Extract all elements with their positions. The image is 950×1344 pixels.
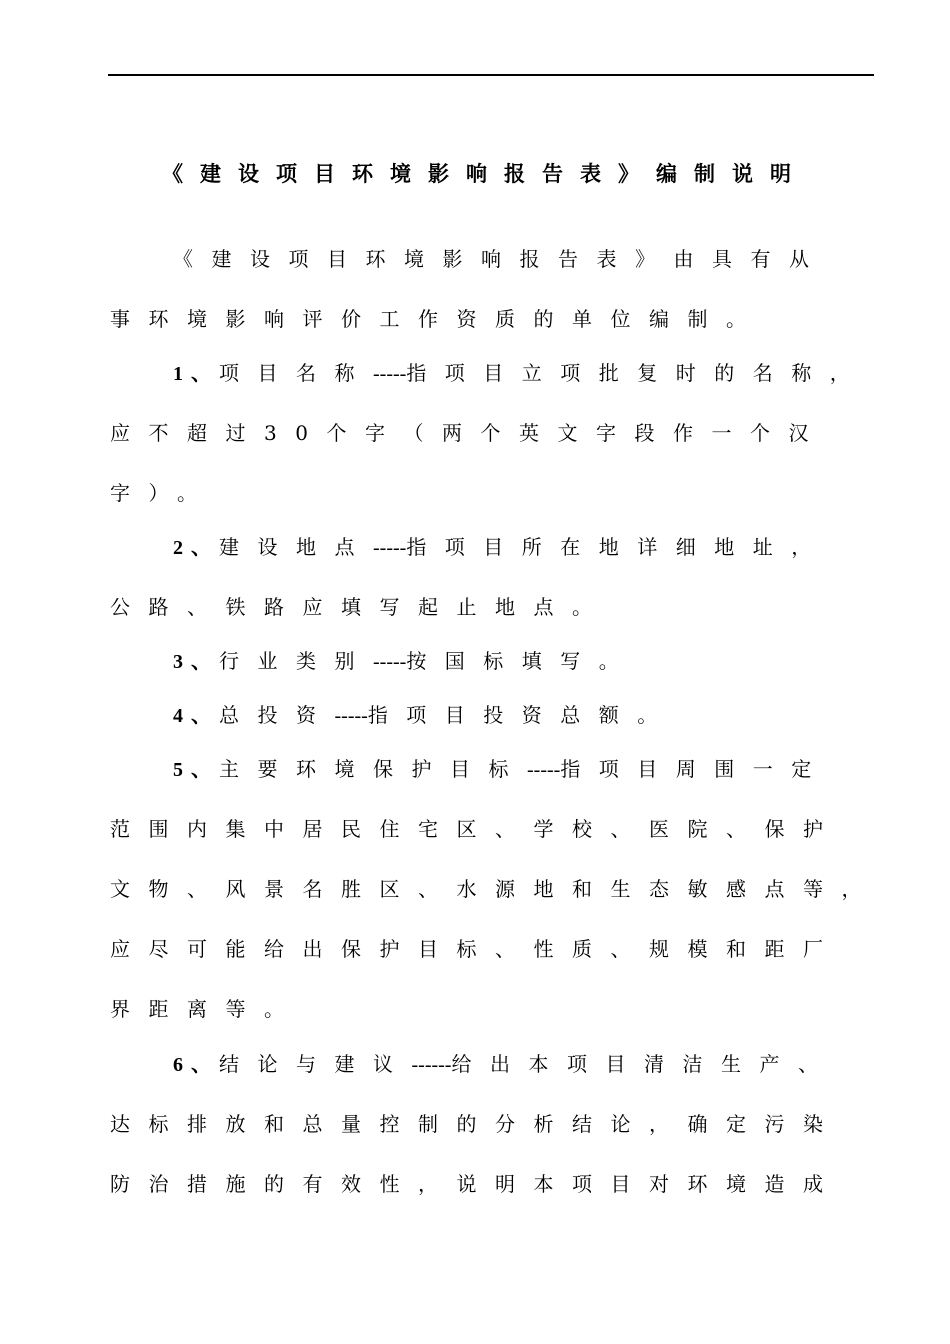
paragraph-text: 应不超过30个字（两个英文字段作一个汉 (110, 421, 827, 445)
item-label: 总投资 (219, 703, 335, 727)
header-rule (108, 74, 874, 76)
item-number: 1、 (173, 363, 219, 385)
item-3-line-1 (173, 645, 637, 674)
item-1-line-1 (173, 357, 868, 386)
item-number: 4、 (173, 705, 219, 727)
item-1-line-3 (110, 477, 216, 506)
item-label: 行业类别 (219, 649, 373, 673)
item-number: 5、 (173, 759, 219, 781)
paragraph-text: 《建设项目环境影响报告表》由具有从 (173, 247, 828, 271)
item-2-line-2 (110, 591, 611, 620)
item-dash: ----- (373, 363, 407, 385)
item-label: 建设地点 (219, 535, 373, 559)
paragraph-text: 事环境影响评价工作资质的单位编制。 (110, 307, 765, 331)
item-dash: ----- (373, 537, 407, 559)
item-text: 给出本项目清洁生产、 (451, 1052, 837, 1076)
item-dash: ----- (527, 759, 561, 781)
item-5-line-4 (110, 933, 842, 962)
item-number: 3、 (173, 651, 219, 673)
item-2-line-1 (173, 531, 830, 560)
item-label: 结论与建议 (219, 1052, 412, 1076)
item-6-line-1 (173, 1048, 836, 1077)
page-title: 《建设项目环境影响报告表》编制说明 (162, 161, 808, 186)
item-text: 指项目所在地详细地址， (406, 535, 830, 559)
item-text: 指项目立项批复时的名称， (406, 361, 869, 385)
paragraph-text: 范围内集中居民住宅区、学校、医院、保护 (110, 817, 842, 841)
item-5-line-5 (110, 993, 303, 1022)
paragraph-text: 字）。 (110, 481, 216, 505)
paragraph-text: 公路、铁路应填写起止地点。 (110, 595, 611, 619)
item-text: 指项目周围一定 (560, 757, 830, 781)
item-6-line-3 (110, 1168, 842, 1197)
item-text: 指项目投资总额。 (367, 703, 676, 727)
item-number: 2、 (173, 537, 219, 559)
item-label: 项目名称 (219, 361, 373, 385)
item-dash: ----- (334, 705, 368, 727)
intro-line-1 (173, 243, 828, 272)
item-5-line-1 (173, 753, 830, 782)
item-dash: ----- (373, 651, 407, 673)
item-dash: ------ (411, 1054, 452, 1076)
paragraph-text: 文物、风景名胜区、水源地和生态敏感点等， (110, 877, 880, 901)
item-6-line-2 (110, 1108, 842, 1137)
item-5-line-3 (110, 873, 880, 902)
paragraph-text: 界距离等。 (110, 997, 303, 1021)
item-5-line-2 (110, 813, 842, 842)
item-1-line-2 (110, 417, 827, 446)
intro-line-2 (110, 303, 765, 332)
item-4-line-1 (173, 699, 676, 728)
item-label: 主要环境保护目标 (219, 757, 527, 781)
paragraph-text: 应尽可能给出保护目标、性质、规模和距厂 (110, 937, 842, 961)
paragraph-text: 达标排放和总量控制的分析结论，确定污染 (110, 1112, 842, 1136)
item-text: 按国标填写。 (406, 649, 638, 673)
paragraph-text: 防治措施的有效性，说明本项目对环境造成 (110, 1172, 842, 1196)
item-number: 6、 (173, 1054, 219, 1076)
